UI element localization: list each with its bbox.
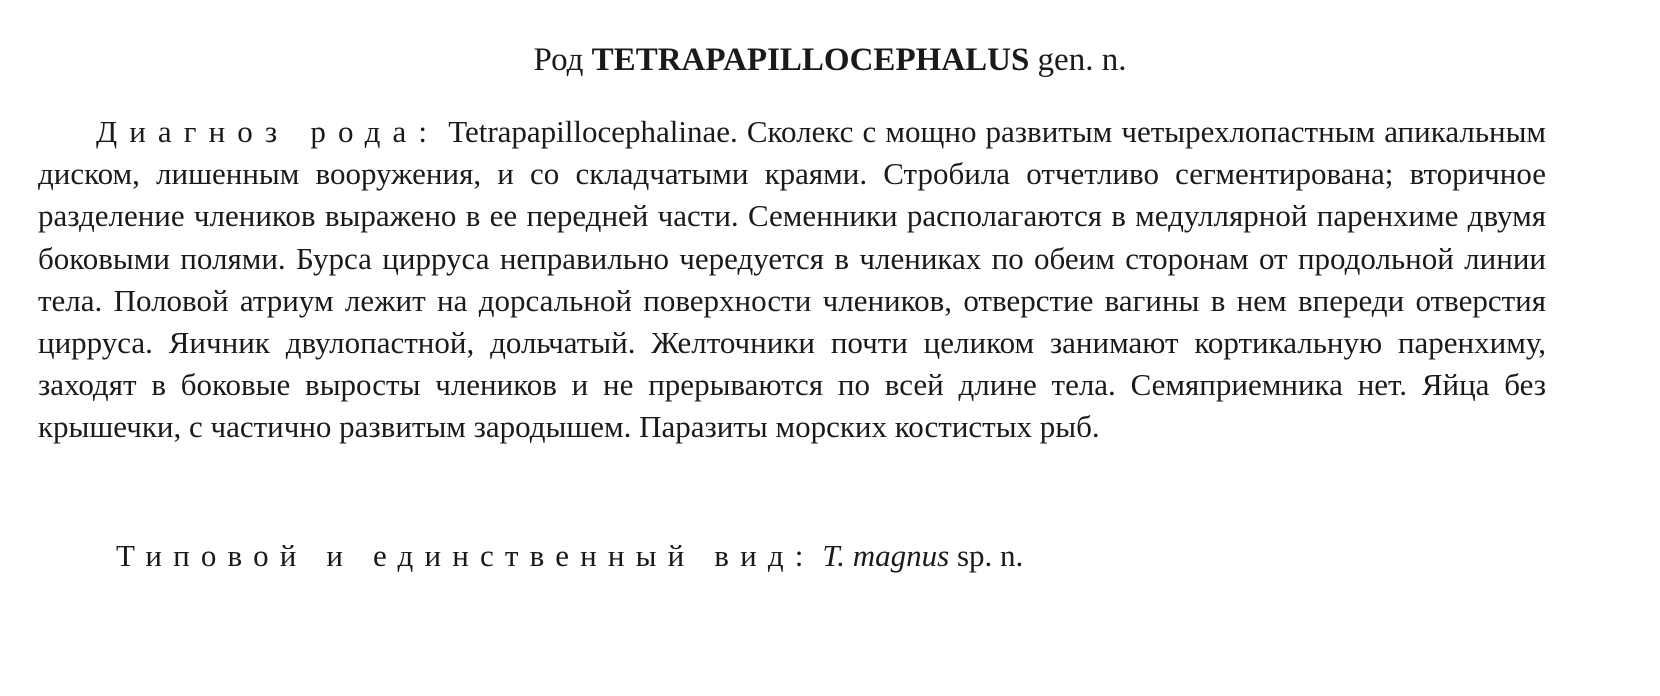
type-species-label: Типовой и единственный вид: [116, 538, 815, 573]
type-species-suffix: sp. n. [956, 538, 1024, 573]
diagnosis-paragraph [38, 111, 1546, 449]
diagnosis-text: Tetrapapillocephalinae. Сколекс с мощно развитым четырехлопастным апикальным диском, лишенным вооружения, и со складчатыми краями. Стробила отчетливо сегментирована; вторичное разделение члеников выражено в ее передней части. Семенники располагаются в медуллярной паренхиме двумя боковыми полями. Бурса цирруса неправильно чередуется в члениках по обеим сторонам от продольной линии тела. Половой атриум лежит на дорсальной поверхности члеников, отверстие вагины в нем впереди отверстия цирруса. Яичник двулопастной, дольчатый. Желточники почти целиком занимают кортикальную паренхиму, заходят в боковые выросты члеников и не прерываются по всей длине тела. Семяприемника нет. Яйца без крышечки, с частично развитым зародышем. Паразиты морских костистых рыб. [38, 114, 1547, 445]
type-species-name: T. magnus [822, 538, 950, 573]
genus-heading [0, 40, 1660, 80]
heading-prefix: Род [533, 42, 584, 78]
genus-name: TETRAPAPILLOCEPHALUS [591, 42, 1030, 78]
heading-suffix: gen. n. [1037, 42, 1127, 78]
type-species-line [116, 535, 1023, 577]
diagnosis-label: Диагноз рода: [96, 114, 440, 149]
